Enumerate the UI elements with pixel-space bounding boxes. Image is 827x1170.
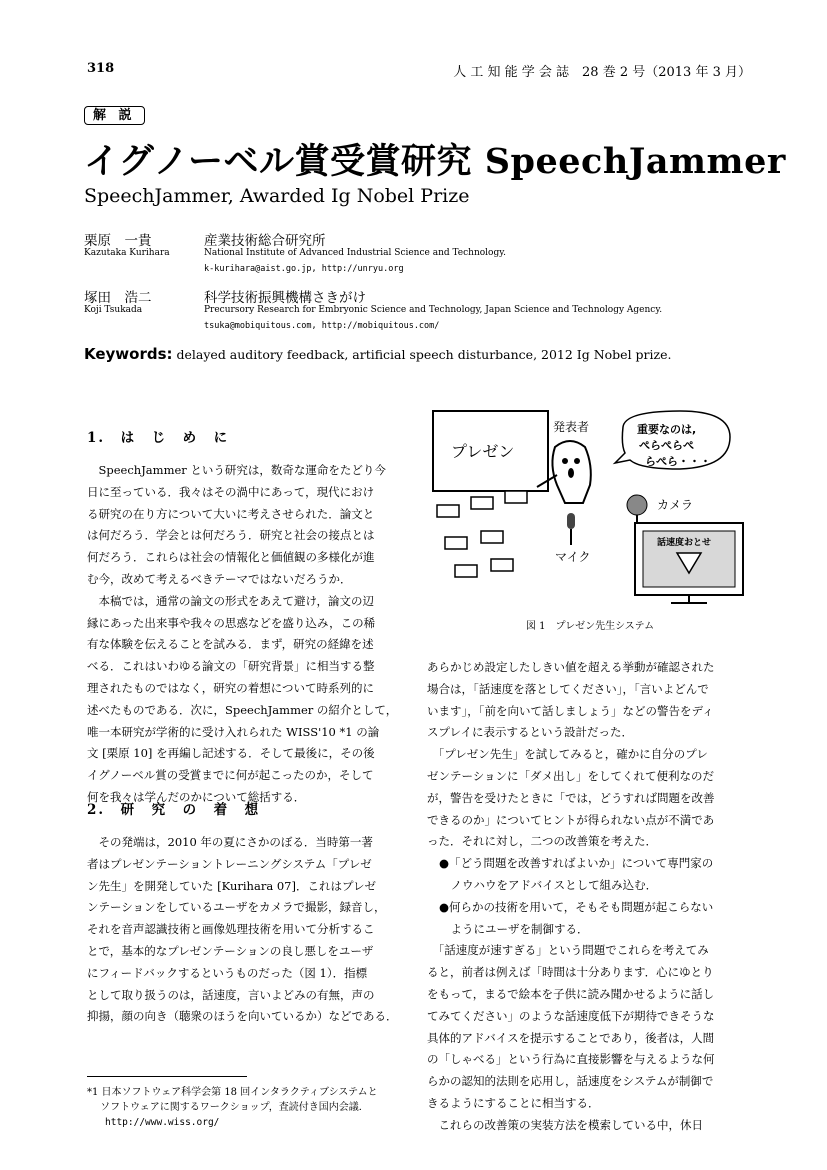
text-line: 「プレゼン先生」を試してみると，確かに自分のプレ	[427, 747, 708, 762]
text-line: ゼンテーションに「ダメ出し」をしてくれて便利なのだ	[427, 768, 715, 783]
title-japanese: イグノーベル賞受賞研究 SpeechJammer	[84, 141, 786, 182]
bullet-item: ようにユーザを制御する．	[439, 921, 589, 936]
chair-icon	[481, 531, 503, 543]
author-name-ja: 塚田 浩二	[84, 290, 152, 306]
microphone-icon	[567, 513, 575, 529]
text-line: 者はプレゼンテーショントレーニングシステム「プレゼ	[87, 856, 372, 871]
presenter-eye-icon	[562, 458, 568, 464]
bullet-item: ノウハウをアドバイスとして組み込む．	[439, 877, 658, 892]
author-name-ja: 栗原 一貴	[84, 233, 152, 249]
text-line: できるのか」についてヒントが得られない点が不満であ	[427, 812, 715, 827]
text-line: SpeechJammer という研究は，数奇な運命をたどり今	[87, 463, 386, 477]
text-line: った．それに対し，二つの改善策を考えた．	[427, 834, 657, 849]
text-line: それを音声認識技術と画像処理技術を用いて分析するこ	[87, 922, 375, 937]
speech-bubble-text: らぺら・・・	[645, 455, 711, 468]
text-line: をもって，まるで絵本を子供に読み聞かせるように話し	[427, 986, 715, 1001]
bullet-item: ●何らかの技術を用いて，そもそも問題が起こらない	[439, 899, 714, 914]
text-line: あらかじめ設定したしきい値を超える挙動が確認された	[427, 660, 715, 674]
footnote	[87, 1085, 378, 1130]
page-number: 318	[87, 61, 115, 76]
text-line: む今，改めて考えるべきテーマではないだろうか．	[87, 571, 352, 586]
chair-icon	[445, 537, 467, 549]
text-line: きるようにすることに相当する．	[427, 1095, 600, 1110]
keywords-label: Keywords:	[84, 345, 173, 363]
text-line: てみてください」のような話速度低下が期待できそうな	[427, 1008, 715, 1023]
text-line: の「しゃべる」という行為に直接影響を与えるような何	[427, 1052, 715, 1067]
text-line: これらの改善策の実装方法を模索している中，休日	[427, 1117, 703, 1132]
text-line: います」，「前を向いて話しましょう」などの警告をディ	[427, 703, 714, 718]
text-line: として取り扱うのは，話速度，言いよどみの有無，声の	[87, 987, 375, 1002]
text-line: る研究の在り方について大いに考えさせられた．論文と	[87, 506, 375, 521]
right-column-body	[427, 657, 715, 1137]
chair-icon	[437, 505, 459, 517]
author-contact[interactable]: k-kurihara@aist.go.jp, http://unryu.org	[204, 264, 404, 274]
text-line: が，警告を受けたときに「では，どうすれば問題を改善	[427, 790, 715, 805]
speech-bubble-text: 重要なのは,	[637, 423, 697, 436]
text-line: 唯一本研究が学術的に受け入れられた WISS'10 *1 の論	[87, 724, 380, 739]
author-contact[interactable]: tsuka@mobiquitous.com, http://mobiquitous.com/	[204, 321, 440, 331]
text-line: 有な体験を伝えることを試みる．まず，研究の経緯を述	[87, 637, 374, 652]
text-line: 場合は，「話速度を落としてください」，「言いよどんで	[427, 681, 709, 696]
text-line: 縁にあった出来事や我々の思惑などを盛り込み，この稀	[87, 615, 376, 630]
footnote-text: *1 日本ソフトウェア科学会第 18 回インタラクティブシステムと	[87, 1087, 378, 1098]
camera-label: カメラ	[657, 498, 694, 512]
journal-header: 人 工 知 能 学 会 誌 28 巻 2 号（2013 年 3 月）	[453, 65, 751, 80]
footnote-url[interactable]: http://www.wiss.org/	[105, 1117, 220, 1128]
presenter-eye-icon	[574, 458, 580, 464]
author-affiliation-en: Precursory Research for Embryonic Science and Technology, Japan Science and Technology Agency.	[204, 305, 663, 315]
footnote-text: ソフトウェアに関するワークショップ，査読付き国内会議．	[87, 1102, 369, 1113]
section-heading: 1. は じ め に	[87, 430, 230, 446]
title-english: SpeechJammer, Awarded Ig Nobel Prize	[84, 185, 470, 207]
text-line: イグノーベル賞の受賞までに何が起こったのか，そして	[87, 768, 374, 783]
footnote-divider	[87, 1076, 247, 1077]
text-line: 「話速度が速すぎる」という問題でこれらを考えてみ	[427, 943, 709, 958]
keywords	[84, 345, 672, 363]
text-line: ンテーションをしているユーザをカメラで撮影，録音し，	[87, 900, 386, 915]
presenter-label: 発表者	[553, 420, 590, 434]
text-line: その発端は，2010 年の夏にさかのぼる．当時第一著	[87, 835, 373, 849]
author-name-en: Kazutaka Kurihara	[84, 248, 170, 258]
text-line: 日に至っている．我々はその渦中にあって，現代におけ	[87, 484, 375, 499]
chair-icon	[505, 491, 527, 503]
text-line: スプレイに表示するという設計だった．	[427, 725, 633, 740]
author-affiliation-en: National Institute of Advanced Industrial Science and Technology.	[204, 248, 506, 258]
text-line: 理されたものではなく，研究の着想について時系列的に	[87, 680, 375, 695]
text-line: 文 [栗原 10] を再編し記述する．そして最後に，その後	[87, 746, 375, 761]
screen-text: プレゼン	[451, 442, 515, 461]
text-line: らかの認知的法則を応用し，話速度をシステムが制御で	[427, 1074, 714, 1089]
text-line: べる．これはいわゆる論文の「研究背景」に相当する整	[87, 659, 375, 674]
author-name-en: Koji Tsukada	[84, 305, 143, 315]
mic-label: マイク	[555, 550, 591, 564]
monitor-text: 話速度おとせ	[657, 538, 712, 548]
section-heading: 2. 研 究 の 着 想	[87, 802, 261, 818]
chair-icon	[455, 565, 477, 577]
author-affiliation-ja: 科学技術振興機構さきがけ	[204, 290, 366, 306]
text-line: 述べたものである．次に，SpeechJammer の紹介として，	[87, 702, 398, 717]
figure-presentation-system	[425, 405, 755, 615]
section2-body	[87, 832, 398, 1028]
chair-icon	[491, 559, 513, 571]
speech-bubble-text: ぺらぺらぺ	[639, 439, 694, 452]
camera-icon	[627, 495, 647, 515]
author-affiliation-ja: 産業技術総合研究所	[204, 233, 326, 249]
chair-icon	[471, 497, 493, 509]
category-label: 解 説	[84, 106, 145, 125]
audience-chairs-icon	[437, 491, 527, 577]
text-line: は何だろう．学会とは何だろう．研究と社会の接点とは	[87, 528, 375, 543]
text-line: ると，前者は例えば「時間は十分あります．心にゆとり	[427, 965, 714, 980]
presenter-mouth-icon	[568, 468, 574, 478]
figure-caption: 図 1 プレゼン先生システム	[525, 621, 655, 632]
text-line: とで，基本的なプレゼンテーションの良し悪しをユーザ	[87, 943, 374, 958]
text-line: にフィードバックするというものだった（図 1）．指標	[87, 965, 368, 980]
text-line: 本稿では，通常の論文の形式をあえて避け，論文の辺	[87, 593, 375, 608]
bullet-item: ●「どう問題を改善すればよいか」について専門家の	[439, 856, 714, 871]
text-line: 具体的アドバイスを提示することであり，後者は，人間	[427, 1030, 715, 1045]
text-line: 抑揚，顔の向き（聴衆のほうを向いているか）などである．	[87, 1009, 398, 1024]
text-line: 何を我々は学んだのかについて総括する．	[87, 789, 306, 804]
keywords-text: delayed auditory feedback, artificial speech disturbance, 2012 Ig Nobel prize.	[172, 347, 672, 362]
text-line: 何だろう．これらは社会の情報化と価値観の多様化が進	[87, 550, 375, 565]
section1-body	[87, 460, 397, 809]
text-line: ン先生」を開発していた [Kurihara 07]．これはプレゼ	[87, 878, 376, 893]
